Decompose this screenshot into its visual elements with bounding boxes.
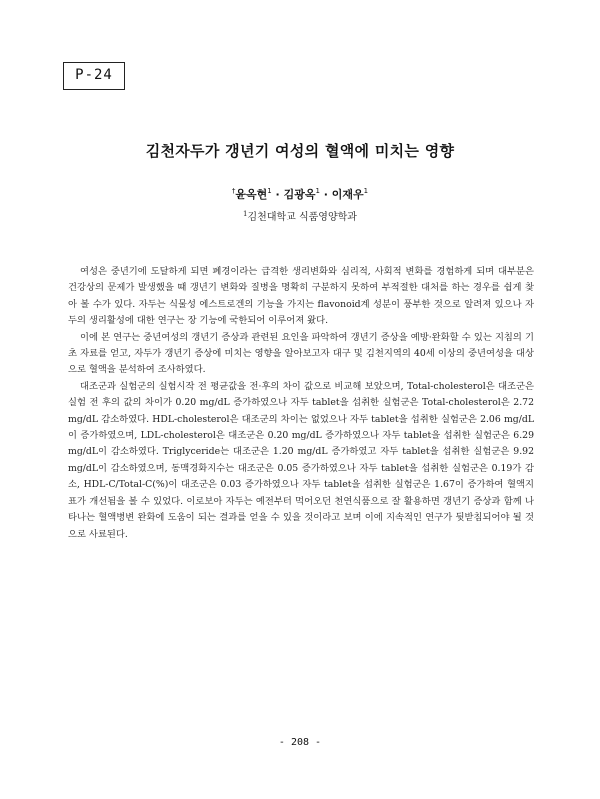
corresponding-mark: † — [231, 187, 236, 195]
abstract-paragraph: 여성은 중년기에 도달하게 되면 폐경이라는 급격한 생리변화와 심리적, 사회적 변화를 경험하게 되며 대부분은 건강상의 문제가 발생했을 때 갱년기 변화와 질병을 명확히 구분하지 못하여 부적절한 대처를 하는 경우를 쉽게 찾아 볼 수가 있다. 자두는 식물성 에스트로겐의 기능을 가지는 flavonoid계 성분이 풍부한 것으로 알려져 있으나 자두의 생리활성에 대한 연구는 장 기능에 국한되어 이루어져 왔다. — [68, 266, 534, 327]
paper-title: 김천자두가 갱년기 여성의 혈액에 미치는 영향 — [145, 142, 455, 160]
author-name: 김광옥 — [283, 188, 316, 201]
abstract-paragraph: 이에 본 연구는 중년여성의 갱년기 증상과 관련된 요인을 파악하여 갱년기 증상을 예방·완화할 수 있는 지침의 기초 자료를 얻고, 자두가 갱년기 증상에 미치는 영향을 알아보고자 대구 및 김천지역의 40세 이상의 중년여성을 대상으로 혈액을 분석하여 조사하였다. — [68, 331, 534, 376]
author-name: 윤옥현 — [235, 188, 268, 201]
author-separator: · — [319, 188, 332, 201]
abstract-paragraph: 대조군과 실험군의 실험시작 전 평균값을 전·후의 차이 값으로 비교해 보았으며, Total-cholesterol은 대조군은 실험 전 후의 값의 차이가 0.20 mg/dL 증가하였으나 자두 tablet을 섭취한 실험군은 Total-cholesterol은 2.72 mg/dL 감소하였다. HDL-cholesterol은 대조군의 차이는 없었으나 자두 tablet을 섭취한 실험군은 2.06 mg/dL이 증가하였으며, LDL-cholesterol은 대조군은 0.20 mg/dL 증가하였으나 자두 tablet을 섭취한 실험군은 6.29 mg/dL이 감소하였다. Triglyceride는 대조군은 1.20 mg/dL 증가하였고 자두 tablet을 섭취한 실험군은 9.92 mg/dL이 감소하였으며, 동맥경화지수는 대조군은 0.05 증가하였으나 자두 tablet을 섭취한 실험군은 0.19가 감소, HDL-C/Total-C(%)이 대조군은 0.03 증가하였으나 자두 tablet을 섭취한 실험군은 1.67이 증가하여 혈액지표가 개선됨을 볼 수 있었다. 이로보아 자두는 예전부터 먹어오던 천연식품으로 잘 활용하면 갱년기 증상과 함께 나타나는 혈액병변 완화에 도움이 되는 결과를 얻을 수 있을 것이라고 보며 이에 지속적인 연구가 뒷받침되어야 될 것으로 사료된다. — [68, 380, 534, 540]
author-affil-sup: 1 — [315, 187, 320, 195]
affiliation — [0, 208, 600, 223]
affiliation-sup: 1 — [243, 210, 248, 218]
author-affil-sup: 1 — [363, 187, 369, 195]
author-line — [0, 186, 600, 202]
author-separator: · — [271, 188, 284, 201]
poster-code-box — [63, 62, 125, 90]
affiliation-text: 김천대학교 식품영양학과 — [247, 212, 357, 223]
abstract-body — [68, 264, 534, 543]
author-name: 이재우 — [331, 188, 364, 201]
page-number: - 208 - — [278, 737, 322, 748]
author-affil-sup: 1 — [267, 187, 272, 195]
poster-code: P-24 — [75, 67, 113, 83]
